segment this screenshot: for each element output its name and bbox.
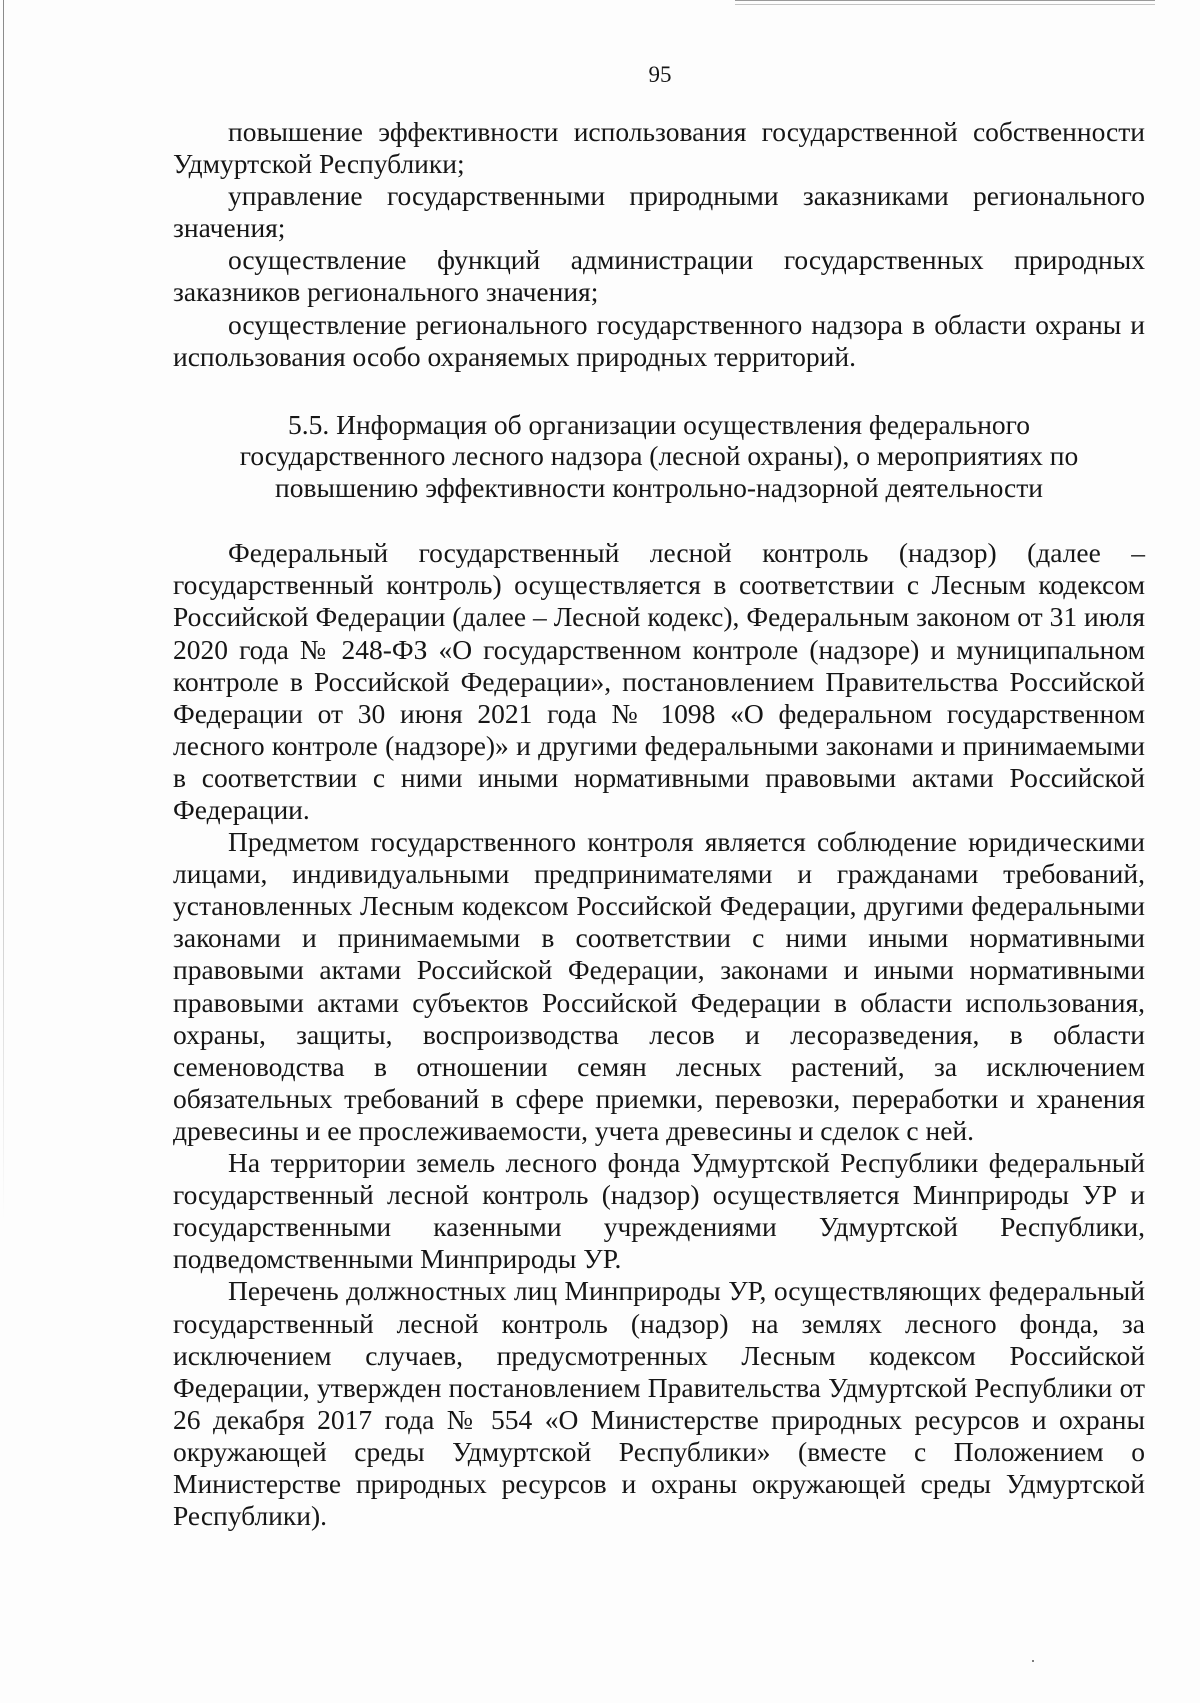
section-heading-line-1: 5.5. Информация об организации осуществления федерального <box>287 408 1031 440</box>
intro-item-2: управление государственными природными заказниками регионального значения; <box>173 180 1145 244</box>
scan-top-rule <box>735 0 1155 5</box>
intro-item-4: осуществление регионального государственного надзора в области охраны и использования особо охраняемых природных территорий. <box>173 308 1145 372</box>
document-body <box>173 116 1145 1532</box>
scan-speck <box>1032 1660 1034 1662</box>
scan-left-edge <box>3 0 4 1220</box>
section-heading <box>173 409 1145 504</box>
body-paragraph-2: Предметом государственного контроля является соблюдение юридическими лицами, индивидуальными предпринимателями и гражданами требований, установленных Лесным кодексом Российской Федерации, другими федеральными законами и принимаемыми в соответствии с ними иными нормативными правовыми актами Российской Федерации, законами и иными нормативными правовыми актами субъектов Российской Федерации в области использования, охраны, защиты, воспроизводства лесов и лесоразведения, в области семеноводства в отношении семян лесных растений, за исключением обязательных требований в сфере приемки, перевозки, переработки и хранения древесины и ее прослеживаемости, учета древесины и сделок с ней. <box>173 826 1145 1146</box>
page-number: 95 <box>648 62 672 87</box>
intro-item-3: осуществление функций администрации государственных природных заказников регионального значения; <box>173 244 1145 308</box>
section-heading-line-2: государственного лесного надзора (лесной охраны), о мероприятиях по <box>239 440 1079 472</box>
section-heading-line-3: повышению эффективности контрольно-надзорной деятельности <box>275 471 1043 503</box>
body-paragraph-4: Перечень должностных лиц Минприроды УР, осуществляющих федеральный государственный лесной контроль (надзор) на землях лесного фонда, за исключением случаев, предусмотренных Лесным кодексом Российской Федерации, утвержден постановлением Правительства Удмуртской Республики от 26 декабря 2017 года № 554 «О Министерстве природных ресурсов и охраны окружающей среды Удмуртской Республики» (вместе с Положением о Министерстве природных ресурсов и охраны окружающей среды Удмуртской Республики). <box>173 1275 1145 1532</box>
body-paragraph-1: Федеральный государственный лесной контроль (надзор) (далее – государственный контроль) осуществляется в соответствии с Лесным кодексом Российской Федерации (далее – Лесной кодекс), Федеральным законом от 31 июля 2020 года № 248-ФЗ «О государственном контроле (надзоре) и муниципальном контроле в Российской Федерации», постановлением Правительства Российской Федерации от 30 июня 2021 года № 1098 «О федеральном государственном лесного контроле (надзоре)» и другими федеральными законами и принимаемыми в соответствии с ними иными нормативными правовыми актами Российской Федерации. <box>173 537 1145 825</box>
intro-item-1: повышение эффективности использования государственной собственности Удмуртской Республики; <box>173 116 1145 180</box>
body-paragraph-3: На территории земель лесного фонда Удмуртской Республики федеральный государственный лесной контроль (надзор) осуществляется Минприроды УР и государственными казенными учреждениями Удмуртской Республики, подведомственными Минприроды УР. <box>173 1147 1145 1275</box>
